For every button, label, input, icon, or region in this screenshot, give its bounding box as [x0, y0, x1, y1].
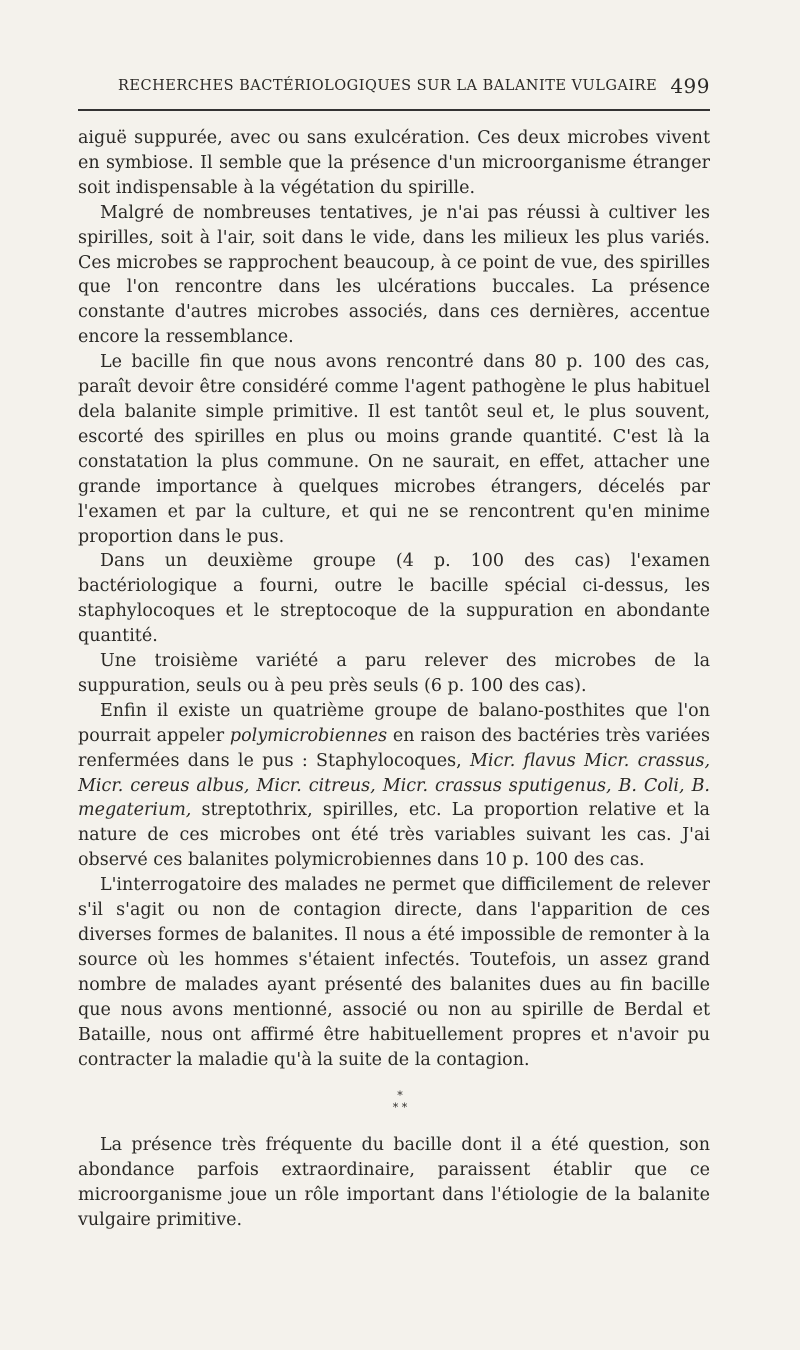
paragraph-bacillus: Le bacille fin que nous avons rencontré dans 80 p. 100 des cas, paraît devoir être considéré comme l'agent pathogène le plus habituel dela balanite simple primitive. Il est tantôt seul et, le plus souvent, escorté des spirilles en plus ou moins grande quantité. C'est là la constatation la plus commune. On ne saurait, en effet, attacher une grande importance à quelques microbes étrangers, décelés par l'examen et par la culture, et qui ne se rencontrent qu'en minime proportion dans le pus.: [78, 352, 710, 547]
paragraph-cultivation: Malgré de nombreuses tentatives, je n'ai pas réussi à cultiver les spirilles, soit à l'air, soit dans le vide, dans les milieux les plus variés. Ces microbes se rapprochent beaucoup, à ce point de vue, des spirilles que l'on rencontre dans les ulcérations buccales. La présence constante d'autres microbes associés, dans ces dernières, accentue encore la ressemblance.: [78, 202, 710, 348]
paragraph-conclusion: La présence très fréquente du bacille dont il a été question, son abondance parfois extraordinaire, paraissent établir que ce microorganisme joue un rôle important dans l'étiologie de la balanite vulgaire primitive.: [78, 1135, 710, 1230]
fourth-group-text-2: en raison des bactéries très variées renfermées dans le pus : Staphylocoques,: [78, 725, 710, 771]
paragraph-second-group: Dans un deuxième groupe (4 p. 100 des cas) l'examen bactériologique a fourni, outre le bacille spécial ci-dessus, les staphylocoques et le streptocoque de la suppuration en abondante quantité.: [78, 551, 710, 647]
main-text: [78, 126, 710, 1072]
fourth-group-italic-2: Micr. flavus Micr. crassus, Micr. cereus albus, Micr. citreus, Micr. crassus sputigenus, B. Coli, B. megaterium,: [78, 750, 711, 821]
fourth-group-text-3: streptothrix, spirilles, etc. La proportion relative et la nature de ces microbes ont été très variables suivant les cas. J'ai observé ces balanites polymicrobiennes dans 10 p. 100 des cas.: [78, 800, 710, 871]
paragraph-third-variety: Une troisième variété a paru relever des microbes de la suppuration, seuls ou à peu près seuls (6 p. 100 des cas).: [78, 651, 710, 696]
concluding-text: [78, 1133, 710, 1233]
header-rule: [78, 109, 710, 111]
separator-star-top: *: [397, 1089, 403, 1102]
separator-stars-bottom: * *: [392, 1101, 408, 1114]
paragraph-interrogation: L'interrogatoire des malades ne permet que difficilement de relever s'il s'agit ou non de contagion directe, dans l'apparition de ces diverses formes de balanites. Il nous a été impossible de remonter à la source où les hommes s'étaient infectés. Toutefois, un assez grand nombre de malades ayant présenté des balanites dues au fin bacille que nous avons mentionné, associé ou non au spirille de Berdal et Bataille, nous ont affirmé être habituellement propres et n'avoir pu contracter la maladie qu'à la suite de la contagion.: [78, 875, 710, 1070]
section-separator: [0, 1090, 800, 1114]
fourth-group-italic-1: polymicrobiennes: [229, 725, 388, 746]
paragraph-fourth-group: [78, 699, 710, 873]
running-head-title: RECHERCHES BACTÉRIOLOGIQUES SUR LA BALANITE VULGAIRE: [118, 78, 658, 94]
running-head: [118, 74, 710, 102]
paragraph-continuation: aiguë suppurée, avec ou sans exulcération. Ces deux microbes vivent en symbiose. Il semble que la présence d'un microorganisme étranger soit indispensable à la végétation du spirille.: [78, 128, 710, 198]
fourth-group-text-1: Enfin il existe un quatrième groupe de balano-posthites que l'on pourrait appeler: [78, 700, 710, 746]
page-number: 499: [670, 74, 710, 98]
